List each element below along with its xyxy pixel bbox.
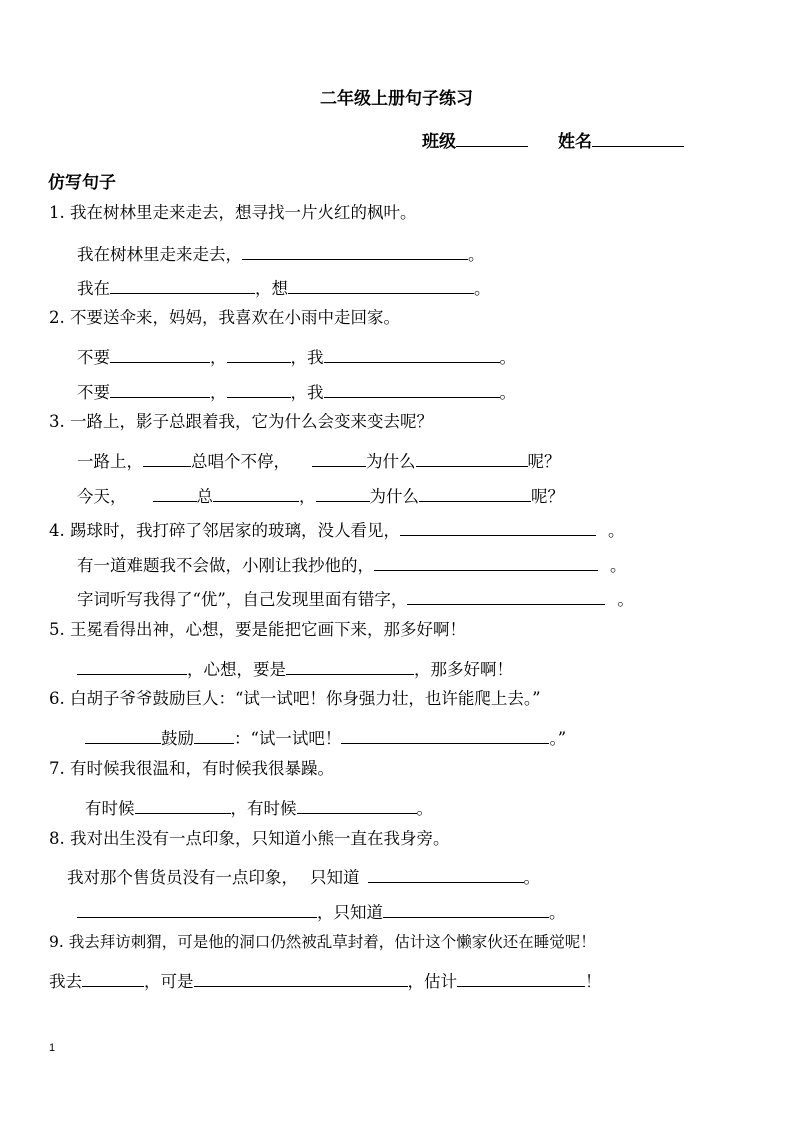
q1-line-b: 我在 ，想 。	[77, 273, 491, 300]
answer-blank[interactable]	[400, 515, 596, 536]
answer-blank[interactable]	[383, 897, 549, 918]
answer-blank[interactable]	[324, 377, 500, 398]
page-number: 1	[49, 1042, 56, 1054]
answer-blank[interactable]	[312, 446, 366, 467]
answer-blank[interactable]	[85, 723, 161, 744]
answer-blank[interactable]	[110, 342, 210, 363]
answer-blank[interactable]	[374, 550, 598, 571]
q3-line-b: 今天， 总 ， 为什么 呢？	[77, 481, 564, 508]
answer-blank[interactable]	[288, 273, 474, 294]
answer-blank[interactable]	[153, 481, 197, 502]
answer-blank[interactable]	[297, 793, 417, 814]
q9-line-a: 我去 ，可是 ，估计 ！	[49, 966, 602, 993]
answer-blank[interactable]	[416, 446, 528, 467]
answer-blank[interactable]	[419, 481, 531, 502]
section-heading: 仿写句子	[48, 173, 116, 193]
answer-blank[interactable]	[82, 966, 144, 987]
answer-blank[interactable]	[110, 377, 210, 398]
q8-line-b: ，只知道 。	[77, 897, 566, 924]
answer-blank[interactable]	[194, 966, 408, 987]
answer-blank[interactable]	[213, 481, 299, 502]
answer-blank[interactable]	[135, 793, 231, 814]
answer-blank[interactable]	[407, 584, 605, 605]
answer-blank[interactable]	[316, 481, 370, 502]
answer-blank[interactable]	[242, 239, 468, 260]
answer-blank[interactable]	[324, 342, 500, 363]
q1-line-a: 我在树林里走来走去， 。	[77, 239, 485, 266]
answer-blank[interactable]	[77, 897, 317, 918]
answer-blank[interactable]	[194, 723, 234, 744]
name-blank[interactable]	[592, 126, 684, 147]
q9-main: 9. 我去拜访刺猬，可是他的洞口仍然被乱草封着，估计这个懒家伙还在睡觉呢！	[49, 933, 596, 951]
class-blank[interactable]	[456, 126, 528, 147]
q6-line-a: 鼓励 ：“试一试吧！ 。”	[85, 723, 566, 750]
answer-blank[interactable]	[286, 654, 414, 675]
q5-main: 5. 王冕看得出神，心想，要是能把它画下来，那多好啊！	[49, 620, 466, 639]
answer-blank[interactable]	[457, 966, 585, 987]
class-name-header	[422, 126, 684, 152]
q4-line-b: 有一道难题我不会做，小刚让我抄他的， 。	[77, 550, 627, 577]
answer-blank[interactable]	[227, 342, 291, 363]
class-label: 班级	[422, 132, 456, 152]
q4-main: 4. 踢球时，我打碎了邻居家的玻璃，没人看见， 。	[49, 515, 625, 542]
q1-main: 1. 我在树林里走来走去，想寻找一片火红的枫叶。	[49, 203, 417, 222]
answer-blank[interactable]	[77, 654, 187, 675]
name-label: 姓名	[558, 132, 592, 152]
q5-line-a: ，心想，要是 ，那多好啊！	[77, 654, 513, 681]
q2-line-b: 不要 ， ，我 。	[77, 377, 516, 404]
q7-line-a: 有时候 ，有时候 。	[85, 793, 433, 820]
q6-main: 6. 白胡子爷爷鼓励巨人：“试一试吧！你身强力壮，也许能爬上去。”	[49, 689, 541, 708]
q7-main: 7. 有时候我很温和，有时候我很暴躁。	[49, 759, 334, 778]
q4-line-c: 字词听写我得了“优”，自己发现里面有错字， 。	[77, 584, 634, 611]
q2-main: 2. 不要送伞来，妈妈，我喜欢在小雨中走回家。	[49, 308, 400, 327]
answer-blank[interactable]	[110, 273, 255, 294]
q3-main: 3. 一路上，影子总跟着我，它为什么会变来变去呢？	[49, 412, 433, 431]
q8-main: 8. 我对出生没有一点印象，只知道小熊一直在我身旁。	[49, 829, 450, 848]
q2-line-a: 不要 ， ，我 。	[77, 342, 516, 369]
answer-blank[interactable]	[227, 377, 291, 398]
q8-line-a: 我对那个售货员没有一点印象， 只知道 。	[67, 862, 540, 889]
answer-blank[interactable]	[368, 862, 524, 883]
q3-line-a: 一路上， 总唱个不停， 为什么 呢？	[77, 446, 561, 473]
page-title: 二年级上册句子练习	[320, 89, 473, 109]
answer-blank[interactable]	[143, 446, 191, 467]
answer-blank[interactable]	[341, 723, 549, 744]
